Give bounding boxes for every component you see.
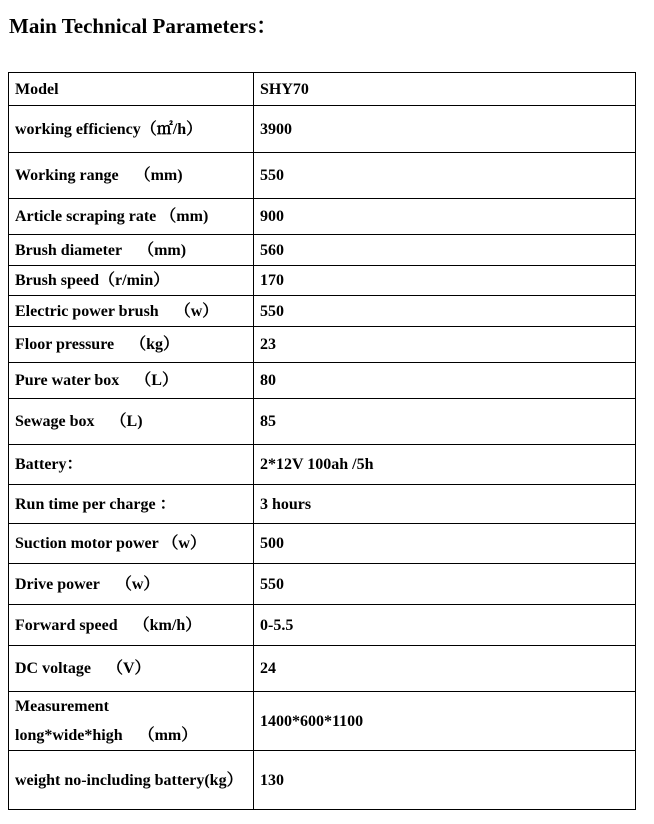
param-label: Working range （mm) [9, 153, 254, 199]
param-value: 23 [254, 327, 636, 363]
param-value: 80 [254, 363, 636, 399]
param-value: 130 [254, 751, 636, 810]
param-value: 550 [254, 153, 636, 199]
table-row [9, 605, 636, 646]
param-value: 560 [254, 235, 636, 266]
param-label: Measurement long*wide*high （mm） [9, 692, 254, 751]
param-value: 900 [254, 199, 636, 235]
table-row [9, 564, 636, 605]
param-label: Forward speed （km/h） [9, 605, 254, 646]
param-label: working efficiency（㎡/h） [9, 106, 254, 153]
param-label: weight no-including battery(kg） [9, 751, 254, 810]
param-value: 85 [254, 399, 636, 445]
table-row [9, 751, 636, 810]
table-row [9, 363, 636, 399]
page-title: Main Technical Parameters： [9, 14, 278, 38]
table-row [9, 235, 636, 266]
param-label: Brush speed（r/min） [9, 266, 254, 296]
param-label: Pure water box （L） [9, 363, 254, 399]
param-label: Suction motor power （w） [9, 524, 254, 564]
param-label: Battery： [9, 445, 254, 485]
table-row [9, 399, 636, 445]
param-label: Sewage box （L) [9, 399, 254, 445]
param-value: 170 [254, 266, 636, 296]
param-label: Model [9, 73, 254, 106]
table-row [9, 153, 636, 199]
param-value: 3900 [254, 106, 636, 153]
param-value: 550 [254, 564, 636, 605]
table-row [9, 266, 636, 296]
table-row [9, 327, 636, 363]
param-value: 2*12V 100ah /5h [254, 445, 636, 485]
param-value: 1400*600*1100 [254, 692, 636, 751]
table-row [9, 73, 636, 106]
technical-parameters-table [8, 72, 636, 810]
param-label: Article scraping rate （mm) [9, 199, 254, 235]
param-label: Floor pressure （kg） [9, 327, 254, 363]
table-row [9, 485, 636, 524]
param-label: Drive power （w） [9, 564, 254, 605]
param-value: 24 [254, 646, 636, 692]
table-row [9, 106, 636, 153]
param-value: 3 hours [254, 485, 636, 524]
param-value: 500 [254, 524, 636, 564]
param-label: Electric power brush （w） [9, 296, 254, 327]
table-row [9, 199, 636, 235]
param-value: 550 [254, 296, 636, 327]
param-value: SHY70 [254, 73, 636, 106]
param-label: Run time per charge ： [9, 485, 254, 524]
table-row [9, 524, 636, 564]
table-row [9, 445, 636, 485]
table-row [9, 646, 636, 692]
table-row [9, 692, 636, 751]
param-value: 0-5.5 [254, 605, 636, 646]
table-row [9, 296, 636, 327]
param-label: DC voltage （V） [9, 646, 254, 692]
param-label: Brush diameter （mm) [9, 235, 254, 266]
